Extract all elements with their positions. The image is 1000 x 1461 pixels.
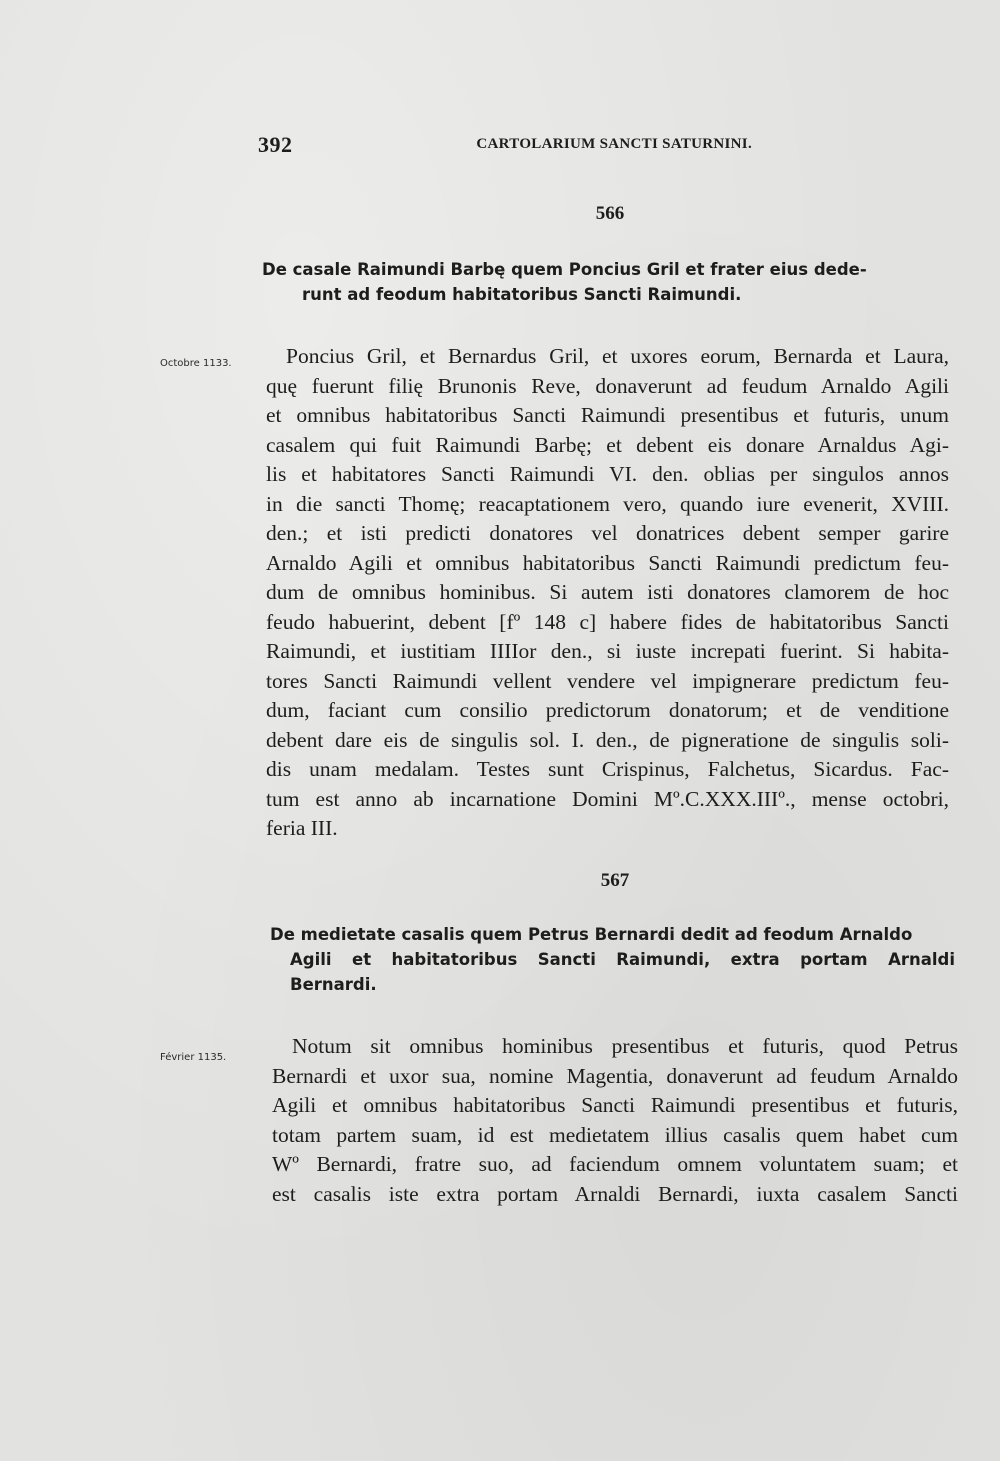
text-line: et omnibus habitatoribus Sancti Raimundi presentibus et futuris, unum — [266, 403, 949, 427]
text-line: totam partem suam, id est medietatem illius casalis quem habet cum — [272, 1122, 958, 1147]
entry-number: 566 — [595, 203, 625, 224]
text-line: feudo habuerint, debent [fº 148 c] habere fides de habitatoribus Sancti — [266, 609, 949, 634]
entry-number: 567 — [600, 870, 630, 891]
page-header — [258, 132, 752, 162]
text-line: tores Sancti Raimundi vellent vendere vel impignerare predictum feu- — [266, 668, 949, 693]
text-line: Wº Bernardi, fratre suo, ad faciendum omnem voluntatem suam; et — [272, 1152, 958, 1176]
text-line: lis et habitatores Sancti Raimundi VI. den. oblias per singulos annos — [266, 462, 949, 486]
entry-text — [272, 1032, 958, 1209]
entry-title-line: Agili et habitatoribus Sancti Raimundi, extra portam Arnaldi — [290, 950, 955, 969]
entry-title-line: De medietate casalis quem Petrus Bernardi dedit ad feodum Arnaldo — [270, 925, 913, 944]
margin-date: Octobre 1133. — [160, 358, 232, 369]
entry-title — [270, 922, 955, 997]
text-line: Arnaldo Agili et omnibus habitatoribus Sancti Raimundi predictum feu- — [266, 550, 949, 575]
text-line: est casalis iste extra portam Arnaldi Bernardi, iuxta casalem Sancti — [272, 1181, 958, 1206]
page-number: 392 — [258, 132, 293, 157]
margin-date: Février 1135. — [160, 1052, 227, 1063]
text-line: dum de omnibus hominibus. Si autem isti donatores clamorem de hoc — [266, 580, 949, 604]
text-line: dis unam medalam. Testes sunt Crispinus, Falchetus, Sicardus. Fac- — [266, 757, 949, 781]
text-line: Agili et omnibus habitatoribus Sancti Raimundi presentibus et futuris, — [272, 1093, 958, 1117]
text-line: quę fuerunt filię Brunonis Reve, donaverunt ad feudum Arnaldo Agili — [266, 373, 949, 398]
text-line: Bernardi et uxor sua, nomine Magentia, donaverunt ad feudum Arnaldo — [272, 1063, 958, 1088]
text-line: in die sancti Thomę; reacaptationem vero, quando iure evenerit, XVIII. — [266, 491, 949, 516]
running-title: CARTOLARIUM SANCTI SATURNINI. — [476, 136, 752, 152]
text-line: Raimundi, et iustitiam IIIIor den., si iuste increpati fuerint. Si habita- — [266, 639, 949, 663]
entry-text — [266, 342, 949, 844]
text-line: den.; et isti predicti donatores vel donatrices debent semper garire — [266, 521, 949, 545]
entry-title-line: De casale Raimundi Barbę quem Poncius Gril et frater eius dede- — [262, 260, 867, 279]
entry-title-line: Bernardi. — [290, 975, 377, 994]
text-line: dum, faciant cum consilio predictorum donatorum; et de venditione — [266, 698, 949, 722]
text-line: feria III. — [266, 816, 338, 840]
entry-title-line: runt ad feodum habitatoribus Sancti Raimundi. — [302, 285, 742, 304]
text-line: debent dare eis de singulis sol. I. den., de pigneratione de singulis soli- — [266, 727, 949, 752]
text-line: casalem qui fuit Raimundi Barbę; et debent eis donare Arnaldus Agi- — [266, 432, 949, 457]
text-line: tum est anno ab incarnatione Domini Mº.C.XXX.IIIº., mense octobri, — [266, 786, 949, 811]
entry-title — [262, 257, 948, 307]
text-line: Notum sit omnibus hominibus presentibus et futuris, quod Petrus — [292, 1034, 958, 1058]
text-line: Poncius Gril, et Bernardus Gril, et uxores eorum, Bernarda et Laura, — [286, 344, 949, 368]
